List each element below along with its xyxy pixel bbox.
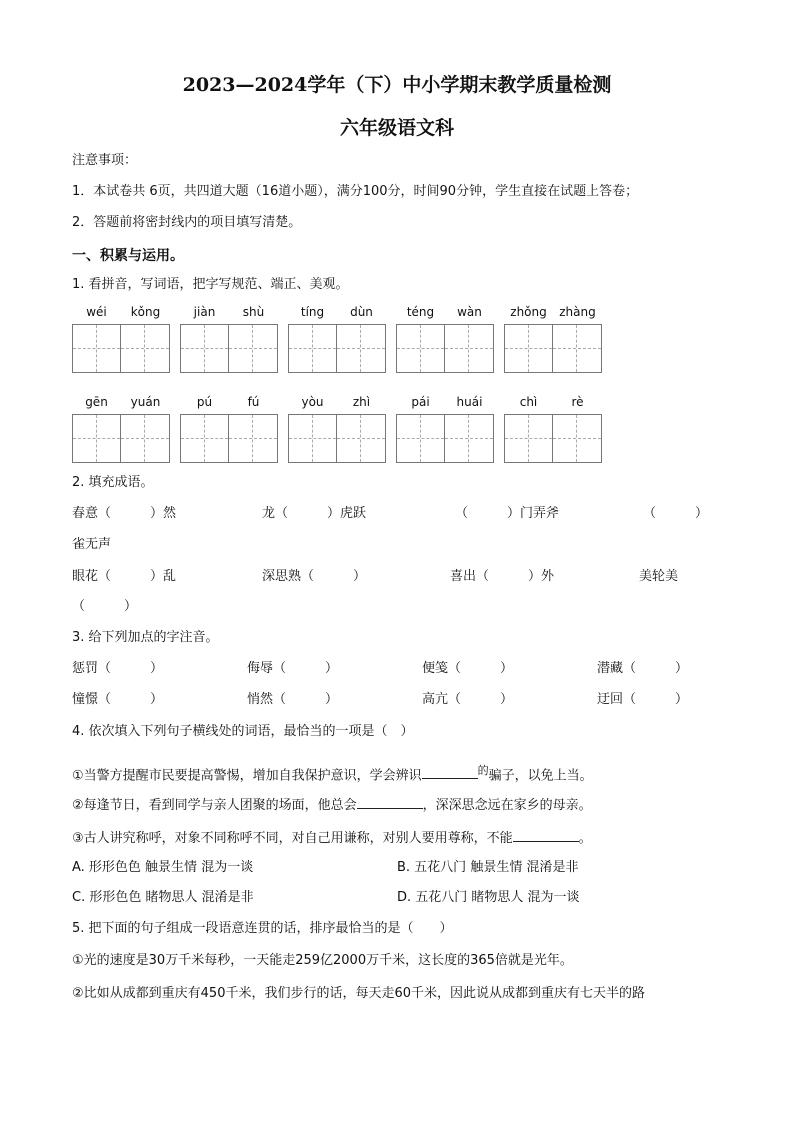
- idiom-item-wrap: 雀无声: [72, 537, 112, 552]
- writing-cell[interactable]: [289, 415, 337, 462]
- writing-cell[interactable]: [445, 325, 493, 372]
- pinyin-item: 悄然（ ）: [247, 692, 339, 707]
- writing-cell[interactable]: [337, 325, 385, 372]
- writing-cell[interactable]: [505, 325, 553, 372]
- idiom-item: 眼花（ ）乱: [72, 569, 177, 584]
- pinyin-label: tíng: [300, 305, 325, 319]
- pinyin-item: 憧憬（ ）: [72, 692, 164, 707]
- pinyin-label: chì: [519, 395, 538, 409]
- option-d[interactable]: D. 五花八门 睹物思人 混为一谈: [397, 890, 580, 905]
- sentence-5-2: ②比如从成都到重庆有450千米，我们步行的话，每天走60千米，因此说从成都到重庆有七天半的路: [72, 986, 646, 1001]
- sentence-1: [72, 763, 593, 784]
- pinyin-label: shù: [242, 305, 265, 319]
- question-1-prompt: 1. 看拼音，写词语，把字写规范、端正、美观。: [72, 277, 349, 292]
- pinyin-item: 潜藏（ ）: [597, 661, 689, 676]
- pinyin-label: huái: [456, 395, 483, 409]
- writing-grid: [180, 324, 278, 373]
- writing-grid: [288, 324, 386, 373]
- sentence-2: [72, 796, 592, 814]
- page-title: 2023—2024学年（下）中小学期末教学质量检测: [182, 74, 612, 96]
- writing-grid: [396, 414, 494, 463]
- writing-grid: [72, 414, 170, 463]
- option-b[interactable]: B. 五花八门 触景生情 混淆是非: [397, 860, 579, 875]
- pinyin-row-2: [72, 395, 612, 465]
- pinyin-item: 便笺（ ）: [422, 661, 514, 676]
- pinyin-label: zhì: [352, 395, 371, 409]
- sentence-1-text: ①当警方提醒市民要提高警惕，增加自我保护意识，学会辨识: [72, 768, 422, 784]
- writing-cell[interactable]: [337, 415, 385, 462]
- idiom-item: 深思熟（ ）: [262, 569, 367, 584]
- answer-blank[interactable]: [357, 796, 423, 809]
- pinyin-label: dùn: [350, 305, 373, 319]
- notes-item-2: 2．答题前将密封线内的项目填写清楚。: [72, 215, 302, 230]
- writing-cell[interactable]: [445, 415, 493, 462]
- idiom-item: （ ）: [643, 506, 709, 521]
- writing-cell[interactable]: [73, 415, 121, 462]
- sentence-2-text: ②每逢节日，看到同学与亲人团聚的场面，他总会: [72, 798, 357, 813]
- idiom-item: 春意（ ）然: [72, 506, 177, 521]
- answer-blank[interactable]: [422, 766, 478, 779]
- sentence-3-tail: 。: [578, 831, 592, 846]
- sentence-3-text: ③古人讲究称呼，对象不同称呼不同，对自己用谦称，对别人要用尊称，不能: [72, 831, 513, 846]
- writing-grid: [396, 324, 494, 373]
- pinyin-group: [180, 305, 278, 375]
- pinyin-label: zhǒng: [510, 305, 547, 319]
- pinyin-label: wéi: [86, 305, 107, 319]
- pinyin-label: rè: [571, 395, 584, 409]
- pinyin-item: 惩罚（ ）: [72, 661, 164, 676]
- writing-cell[interactable]: [121, 325, 169, 372]
- writing-grid: [180, 414, 278, 463]
- idiom-item: （ ）门弄斧: [455, 506, 560, 521]
- pinyin-group: [396, 395, 494, 465]
- idiom-item-wrap: （ ）: [72, 599, 138, 614]
- pinyin-row-1: [72, 305, 612, 375]
- pinyin-label: zhàng: [559, 305, 596, 319]
- pinyin-group: [180, 395, 278, 465]
- sentence-3: [72, 829, 592, 847]
- sentence-2-tail: ，深深思念远在家乡的母亲。: [422, 798, 592, 813]
- writing-cell[interactable]: [397, 415, 445, 462]
- sentence-1-tail: 骗子，以免上当。: [488, 768, 593, 784]
- writing-cell[interactable]: [289, 325, 337, 372]
- sentence-5-1: ①光的速度是30万千米每秒，一天能走259亿2000万千米，这长度的365倍就是光年。: [72, 953, 573, 968]
- idiom-item: 喜出（ ）外: [450, 569, 555, 584]
- writing-cell[interactable]: [505, 415, 553, 462]
- pinyin-label: fú: [247, 395, 260, 409]
- section-heading: 一、积累与运用。: [72, 248, 184, 264]
- writing-cell[interactable]: [553, 415, 601, 462]
- pinyin-label: pú: [196, 395, 213, 409]
- notes-item-1: 1．本试卷共 6页，共四道大题（16道小题），满分100分，时间90分钟，学生直接在试题上答卷；: [72, 184, 639, 199]
- option-c[interactable]: C. 形形色色 睹物思人 混淆是非: [72, 890, 254, 905]
- writing-cell[interactable]: [397, 325, 445, 372]
- pinyin-group: [288, 305, 386, 375]
- pinyin-label: pái: [411, 395, 430, 409]
- writing-grid: [288, 414, 386, 463]
- page-subtitle: 六年级语文科: [339, 117, 454, 139]
- writing-cell[interactable]: [229, 325, 277, 372]
- pinyin-label: kǒng: [130, 305, 161, 319]
- pinyin-group: [288, 395, 386, 465]
- question-2-prompt: 2. 填充成语。: [72, 475, 154, 490]
- option-a[interactable]: A. 形形色色 触景生情 混为一谈: [72, 860, 254, 875]
- pinyin-label: yòu: [301, 395, 324, 409]
- pinyin-label: téng: [406, 305, 435, 319]
- notes-heading: 注意事项：: [72, 153, 138, 168]
- writing-cell[interactable]: [229, 415, 277, 462]
- pinyin-label: jiàn: [193, 305, 216, 319]
- pinyin-group: [504, 305, 602, 375]
- pinyin-item: 侮辱（ ）: [247, 661, 339, 676]
- question-4-prompt: 4. 依次填入下列句子横线处的词语，最恰当的一项是（ ）: [72, 724, 414, 739]
- writing-cell[interactable]: [73, 325, 121, 372]
- sentence-1-particle: 的: [477, 764, 489, 777]
- pinyin-group: [504, 395, 602, 465]
- pinyin-group: [72, 305, 170, 375]
- pinyin-item: 高亢（ ）: [422, 692, 514, 707]
- pinyin-label: wàn: [457, 305, 482, 319]
- pinyin-label: yuán: [130, 395, 161, 409]
- writing-cell[interactable]: [181, 415, 229, 462]
- writing-grid: [504, 414, 602, 463]
- writing-cell[interactable]: [121, 415, 169, 462]
- pinyin-group: [72, 395, 170, 465]
- pinyin-item: 迂回（ ）: [597, 692, 689, 707]
- writing-cell[interactable]: [553, 325, 601, 372]
- pinyin-label: gēn: [85, 395, 108, 409]
- idiom-item: 龙（ ）虎跃: [262, 506, 367, 521]
- idiom-item: 美轮美: [639, 569, 679, 584]
- question-5-prompt: 5. 把下面的句子组成一段语意连贯的话，排序最恰当的是（ ）: [72, 921, 453, 936]
- question-3-prompt: 3. 给下列加点的字注音。: [72, 630, 219, 645]
- answer-blank[interactable]: [513, 829, 579, 842]
- writing-grid: [72, 324, 170, 373]
- writing-cell[interactable]: [181, 325, 229, 372]
- pinyin-group: [396, 305, 494, 375]
- writing-grid: [504, 324, 602, 373]
